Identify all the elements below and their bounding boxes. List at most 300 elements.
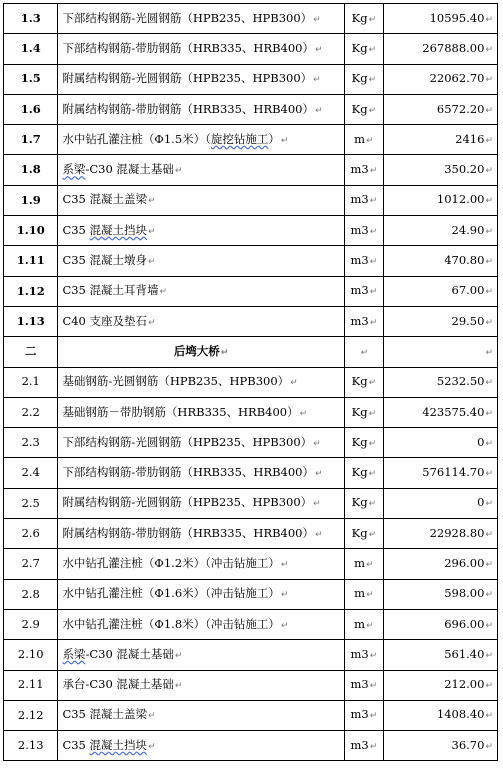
paragraph-mark-icon: ↵: [315, 105, 323, 116]
item-description: 附属结构钢筋-带肋钢筋（HRB335、HRB400）: [62, 101, 314, 116]
item-number: 1.7: [20, 132, 41, 147]
table-row: [4, 94, 498, 124]
item-quantity: 296.00: [444, 555, 485, 570]
paragraph-mark-icon: ↵: [315, 469, 323, 480]
table-row: [4, 519, 498, 549]
item-unit: Kg: [351, 71, 368, 86]
paragraph-mark-icon: ↵: [485, 317, 493, 328]
item-unit: Kg: [351, 404, 368, 419]
item-description-cell: [58, 155, 344, 185]
item-quantity: 2416: [455, 131, 485, 146]
item-description: C35 混凝土盖梁: [62, 707, 148, 722]
paragraph-mark-icon: ↵: [369, 681, 378, 692]
item-description-cell: [58, 458, 344, 488]
quantity-table-sheet: [3, 3, 498, 761]
item-number: 2.4: [21, 465, 40, 480]
paragraph-mark-icon: ↵: [290, 378, 298, 389]
item-description-cell: [58, 670, 344, 700]
paragraph-mark-icon: ↵: [220, 347, 229, 358]
item-unit: m: [354, 616, 366, 631]
item-unit-cell: [344, 488, 383, 518]
table-row: [4, 64, 498, 94]
paragraph-mark-icon: ↵: [485, 529, 493, 540]
item-quantity-cell: [384, 94, 498, 124]
item-number: 2.8: [21, 586, 40, 601]
item-unit: m: [354, 586, 366, 601]
item-quantity-cell: [384, 4, 498, 34]
paragraph-mark-icon: ↵: [485, 499, 493, 510]
item-number: 1.9: [20, 192, 41, 207]
item-unit-cell: [344, 216, 383, 246]
item-description-cell: [58, 700, 344, 730]
paragraph-mark-icon: ↵: [485, 681, 493, 692]
table-row: [4, 306, 498, 336]
item-description-cell: [58, 125, 344, 155]
item-quantity-cell: [384, 306, 498, 336]
table-row: [4, 397, 498, 427]
item-quantity: 24.90: [451, 222, 485, 237]
item-number-cell: [4, 640, 58, 670]
paragraph-mark-icon: ↵: [368, 529, 377, 540]
item-description: 后塆大桥: [173, 343, 220, 358]
item-unit: m3: [350, 283, 369, 298]
table-row: [4, 609, 498, 639]
quantity-table-body: [4, 4, 498, 761]
item-unit-cell: [344, 700, 383, 730]
paragraph-mark-icon: ↵: [485, 741, 493, 752]
paragraph-mark-icon: ↵: [368, 105, 377, 116]
item-quantity: 67.00: [451, 283, 485, 298]
item-quantity-cell: [384, 246, 498, 276]
item-quantity-cell: [384, 34, 498, 64]
item-description-cell: [58, 609, 344, 639]
item-quantity-cell: [384, 367, 498, 397]
item-description-cell: [58, 731, 344, 761]
paragraph-mark-icon: ↵: [366, 590, 374, 601]
item-number-cell: [4, 276, 58, 306]
item-description-cell: [58, 306, 344, 336]
item-unit: m3: [350, 677, 369, 692]
item-unit: Kg: [351, 465, 368, 480]
paragraph-mark-icon: ↵: [159, 287, 168, 298]
item-description: 基础钢筋-光圆钢筋（HPB235、HPB300）: [62, 374, 290, 389]
item-number-cell: [4, 246, 58, 276]
item-description: 水中钻孔灌注桩（Φ1.6米）（冲击钻施工）: [62, 586, 280, 601]
table-row: [4, 579, 498, 609]
item-quantity: 6572.20: [436, 101, 485, 116]
item-unit-cell: [344, 519, 383, 549]
item-number-cell: [4, 367, 58, 397]
item-number: 1.13: [16, 313, 45, 328]
item-number: 1.5: [20, 71, 41, 86]
section-header-row: [4, 337, 498, 367]
item-unit: m3: [350, 313, 369, 328]
table-row: [4, 185, 498, 215]
item-number-cell: [4, 216, 58, 246]
item-number: 2.2: [21, 404, 40, 419]
item-number-cell: [4, 488, 58, 518]
item-description-cell: [58, 216, 344, 246]
item-number-cell: [4, 306, 58, 336]
item-description-cell: [58, 397, 344, 427]
item-quantity: 29.50: [451, 313, 485, 328]
item-quantity-cell: [384, 125, 498, 155]
item-number-cell: [4, 397, 58, 427]
paragraph-mark-icon: ↵: [360, 347, 369, 358]
paragraph-mark-icon: ↵: [485, 75, 493, 86]
item-unit: m3: [350, 707, 369, 722]
paragraph-mark-icon: ↵: [485, 620, 493, 631]
item-number: 2.6: [21, 525, 40, 540]
paragraph-mark-icon: ↵: [485, 347, 493, 358]
item-description: 下部结构钢筋-带肋钢筋（HRB335、HRB400）: [62, 40, 314, 55]
item-unit-cell: [344, 549, 383, 579]
item-number: 2.1: [21, 374, 40, 389]
item-unit: Kg: [351, 10, 368, 25]
item-unit: Kg: [351, 525, 368, 540]
table-row: [4, 428, 498, 458]
item-description: C35 混凝土挡块: [62, 222, 148, 237]
item-number: 二: [24, 344, 37, 359]
item-number: 1.4: [20, 41, 41, 56]
item-number-cell: [4, 609, 58, 639]
item-unit-cell: [344, 306, 383, 336]
paragraph-mark-icon: ↵: [313, 438, 321, 449]
item-description-cell: [58, 640, 344, 670]
paragraph-mark-icon: ↵: [280, 620, 289, 631]
item-quantity: 5232.50: [436, 374, 485, 389]
item-unit-cell: [344, 64, 383, 94]
item-unit-cell: [344, 670, 383, 700]
paragraph-mark-icon: ↵: [485, 226, 493, 237]
item-description: 附属结构钢筋-光圆钢筋（HPB235、HPB300）: [62, 495, 313, 510]
item-description: 系梁-C30 混凝土基础: [62, 162, 174, 177]
item-unit-cell: [344, 94, 383, 124]
item-description-cell: [58, 428, 344, 458]
paragraph-mark-icon: ↵: [368, 408, 377, 419]
item-quantity-cell: [384, 337, 498, 367]
table-row: [4, 549, 498, 579]
paragraph-mark-icon: ↵: [485, 196, 493, 207]
paragraph-mark-icon: ↵: [369, 287, 378, 298]
item-number: 2.9: [21, 616, 40, 631]
item-quantity-cell: [384, 488, 498, 518]
item-number: 2.13: [17, 738, 44, 753]
item-number-cell: [4, 670, 58, 700]
item-unit-cell: [344, 276, 383, 306]
item-unit-cell: [344, 579, 383, 609]
item-quantity-cell: [384, 549, 498, 579]
item-description: 下部结构钢筋-光圆钢筋（HPB235、HPB300）: [62, 10, 313, 25]
item-description-cell: [58, 94, 344, 124]
item-unit: Kg: [351, 434, 368, 449]
item-number-cell: [4, 519, 58, 549]
table-row: [4, 367, 498, 397]
paragraph-mark-icon: ↵: [369, 741, 378, 752]
item-unit: m3: [350, 737, 369, 752]
item-number-cell: [4, 4, 58, 34]
paragraph-mark-icon: ↵: [485, 257, 493, 268]
item-description: 附属结构钢筋-光圆钢筋（HPB235、HPB300）: [62, 71, 313, 86]
item-unit-cell: [344, 397, 383, 427]
item-quantity: 0: [477, 434, 485, 449]
paragraph-mark-icon: ↵: [148, 257, 156, 268]
paragraph-mark-icon: ↵: [368, 75, 377, 86]
item-description-cell: [58, 549, 344, 579]
item-quantity: 10595.40: [429, 10, 485, 25]
paragraph-mark-icon: ↵: [368, 14, 377, 25]
quantity-table: [3, 3, 498, 761]
item-quantity: 22062.70: [429, 71, 485, 86]
item-description: C35 混凝土耳背墙: [62, 283, 159, 298]
item-quantity-cell: [384, 185, 498, 215]
table-row: [4, 155, 498, 185]
item-description-cell: [58, 579, 344, 609]
item-unit-cell: [344, 155, 383, 185]
item-number-cell: [4, 337, 58, 367]
paragraph-mark-icon: ↵: [485, 14, 493, 25]
item-unit: Kg: [351, 374, 368, 389]
item-number-cell: [4, 125, 58, 155]
item-description: C35 混凝土盖梁: [62, 192, 148, 207]
item-quantity: 1012.00: [436, 192, 485, 207]
table-row: [4, 458, 498, 488]
item-description-cell: [58, 276, 344, 306]
paragraph-mark-icon: ↵: [485, 469, 493, 480]
item-quantity: 267888.00: [422, 40, 485, 55]
item-number-cell: [4, 94, 58, 124]
item-quantity-cell: [384, 458, 498, 488]
item-description: 下部结构钢筋-光圆钢筋（HPB235、HPB300）: [62, 434, 313, 449]
item-number: 2.10: [17, 647, 44, 662]
table-row: [4, 640, 498, 670]
item-number: 1.11: [16, 253, 45, 268]
item-unit: m3: [350, 162, 369, 177]
paragraph-mark-icon: ↵: [368, 378, 377, 389]
item-description-cell: [58, 34, 344, 64]
item-description: 下部结构钢筋-带肋钢筋（HRB335、HRB400）: [62, 465, 314, 480]
item-unit: Kg: [351, 40, 368, 55]
paragraph-mark-icon: ↵: [368, 469, 377, 480]
item-unit-cell: [344, 337, 383, 367]
item-quantity-cell: [384, 276, 498, 306]
item-quantity: 470.80: [444, 253, 485, 268]
item-number-cell: [4, 549, 58, 579]
item-description: 基础钢筋－带肋钢筋（HRB335、HRB400）: [62, 404, 299, 419]
item-description: 水中钻孔灌注桩（Φ1.5米）（旋挖钻施工）: [62, 131, 280, 146]
item-unit-cell: [344, 4, 383, 34]
paragraph-mark-icon: ↵: [485, 105, 493, 116]
item-quantity: 212.00: [444, 677, 485, 692]
item-quantity-cell: [384, 640, 498, 670]
table-row: [4, 700, 498, 730]
paragraph-mark-icon: ↵: [148, 226, 156, 237]
item-description-cell: [58, 246, 344, 276]
paragraph-mark-icon: ↵: [485, 559, 493, 570]
paragraph-mark-icon: ↵: [313, 14, 321, 25]
item-number: 2.11: [17, 677, 44, 692]
item-number-cell: [4, 700, 58, 730]
paragraph-mark-icon: ↵: [148, 196, 156, 207]
item-description-cell: [58, 337, 344, 367]
table-row: [4, 216, 498, 246]
item-quantity-cell: [384, 731, 498, 761]
item-quantity-cell: [384, 428, 498, 458]
item-number-cell: [4, 428, 58, 458]
item-number-cell: [4, 155, 58, 185]
paragraph-mark-icon: ↵: [148, 741, 156, 752]
item-number: 2.5: [21, 495, 40, 510]
paragraph-mark-icon: ↵: [485, 711, 493, 722]
table-row: [4, 125, 498, 155]
item-quantity-cell: [384, 397, 498, 427]
paragraph-mark-icon: ↵: [366, 559, 374, 570]
paragraph-mark-icon: ↵: [369, 650, 378, 661]
item-quantity: 696.00: [444, 616, 485, 631]
item-unit-cell: [344, 185, 383, 215]
item-description-cell: [58, 4, 344, 34]
item-quantity-cell: [384, 216, 498, 246]
item-quantity: 423575.40: [422, 404, 485, 419]
paragraph-mark-icon: ↵: [368, 438, 377, 449]
item-unit: Kg: [351, 101, 368, 116]
item-description: 系梁-C30 混凝土基础: [62, 646, 174, 661]
item-number: 1.12: [16, 283, 45, 298]
item-unit-cell: [344, 731, 383, 761]
item-number-cell: [4, 731, 58, 761]
paragraph-mark-icon: ↵: [369, 257, 378, 268]
item-number: 1.6: [20, 101, 41, 116]
item-unit-cell: [344, 125, 383, 155]
paragraph-mark-icon: ↵: [315, 44, 323, 55]
item-number-cell: [4, 34, 58, 64]
item-quantity: 561.40: [444, 646, 485, 661]
item-number-cell: [4, 64, 58, 94]
item-quantity: 1408.40: [436, 707, 485, 722]
item-quantity: 0: [477, 495, 485, 510]
paragraph-mark-icon: ↵: [485, 44, 493, 55]
item-unit-cell: [344, 428, 383, 458]
paragraph-mark-icon: ↵: [299, 408, 308, 419]
item-description-cell: [58, 367, 344, 397]
item-description: 附属结构钢筋-带肋钢筋（HRB335、HRB400）: [62, 525, 314, 540]
paragraph-mark-icon: ↵: [485, 650, 493, 661]
paragraph-mark-icon: ↵: [485, 438, 493, 449]
item-unit-cell: [344, 367, 383, 397]
item-quantity-cell: [384, 519, 498, 549]
item-unit-cell: [344, 458, 383, 488]
table-row: [4, 488, 498, 518]
paragraph-mark-icon: ↵: [368, 499, 377, 510]
item-unit: m3: [350, 192, 369, 207]
item-unit-cell: [344, 246, 383, 276]
paragraph-mark-icon: ↵: [485, 378, 493, 389]
paragraph-mark-icon: ↵: [485, 408, 493, 419]
paragraph-mark-icon: ↵: [369, 196, 378, 207]
paragraph-mark-icon: ↵: [313, 499, 321, 510]
item-description-cell: [58, 185, 344, 215]
item-unit: m: [354, 555, 366, 570]
item-number: 1.10: [16, 222, 45, 237]
paragraph-mark-icon: ↵: [280, 135, 289, 146]
item-unit: m: [354, 131, 366, 146]
item-quantity-cell: [384, 579, 498, 609]
item-quantity: 576114.70: [422, 465, 485, 480]
item-quantity-cell: [384, 700, 498, 730]
item-number: 2.3: [21, 435, 40, 450]
paragraph-mark-icon: ↵: [485, 166, 493, 177]
item-number: 1.3: [20, 10, 41, 25]
item-number: 1.8: [20, 162, 41, 177]
paragraph-mark-icon: ↵: [174, 650, 183, 661]
paragraph-mark-icon: ↵: [485, 135, 493, 146]
paragraph-mark-icon: ↵: [313, 75, 321, 86]
paragraph-mark-icon: ↵: [315, 529, 323, 540]
paragraph-mark-icon: ↵: [280, 559, 289, 570]
item-number-cell: [4, 579, 58, 609]
paragraph-mark-icon: ↵: [148, 711, 156, 722]
item-unit-cell: [344, 34, 383, 64]
item-quantity-cell: [384, 64, 498, 94]
paragraph-mark-icon: ↵: [369, 166, 378, 177]
paragraph-mark-icon: ↵: [485, 590, 493, 601]
paragraph-mark-icon: ↵: [369, 317, 378, 328]
paragraph-mark-icon: ↵: [148, 317, 156, 328]
item-unit: Kg: [351, 495, 368, 510]
item-number-cell: [4, 185, 58, 215]
table-row: [4, 731, 498, 761]
item-description: C40 支座及垫石: [62, 313, 148, 328]
paragraph-mark-icon: ↵: [174, 681, 183, 692]
table-row: [4, 276, 498, 306]
item-quantity: 350.20: [444, 162, 485, 177]
item-quantity-cell: [384, 155, 498, 185]
table-row: [4, 670, 498, 700]
paragraph-mark-icon: ↵: [280, 590, 289, 601]
item-quantity-cell: [384, 670, 498, 700]
item-number-cell: [4, 458, 58, 488]
item-quantity: 22928.80: [429, 525, 485, 540]
paragraph-mark-icon: ↵: [366, 135, 374, 146]
item-unit-cell: [344, 640, 383, 670]
paragraph-mark-icon: ↵: [485, 287, 493, 298]
paragraph-mark-icon: ↵: [369, 226, 378, 237]
item-description: C35 混凝土挡块: [62, 737, 148, 752]
item-description-cell: [58, 64, 344, 94]
item-number: 2.12: [17, 707, 44, 722]
paragraph-mark-icon: ↵: [369, 711, 378, 722]
item-quantity: 36.70: [451, 737, 485, 752]
table-row: [4, 34, 498, 64]
item-description-cell: [58, 488, 344, 518]
item-description: C35 混凝土墩身: [62, 253, 148, 268]
paragraph-mark-icon: ↵: [368, 44, 377, 55]
item-description-cell: [58, 519, 344, 549]
item-unit-cell: [344, 609, 383, 639]
item-unit: m3: [350, 646, 369, 661]
paragraph-mark-icon: ↵: [366, 620, 374, 631]
item-description: 水中钻孔灌注桩（Φ1.2米）（冲击钻施工）: [62, 555, 280, 570]
item-quantity-cell: [384, 609, 498, 639]
paragraph-mark-icon: ↵: [174, 166, 183, 177]
item-quantity: 598.00: [444, 586, 485, 601]
table-row: [4, 246, 498, 276]
table-row: [4, 4, 498, 34]
item-description: 承台-C30 混凝土基础: [62, 677, 174, 692]
item-number: 2.7: [21, 556, 40, 571]
item-description: 水中钻孔灌注桩（Φ1.8米）（冲击钻施工）: [62, 616, 280, 631]
item-unit: m3: [350, 222, 369, 237]
